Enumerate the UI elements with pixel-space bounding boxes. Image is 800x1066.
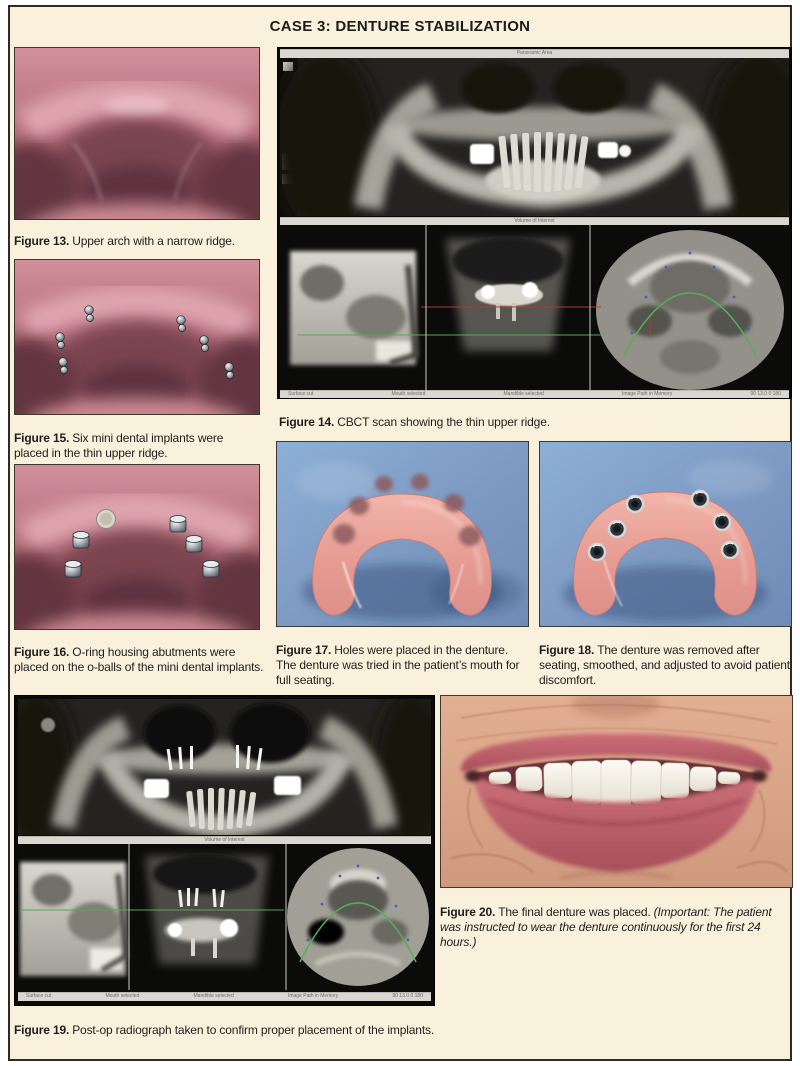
postop-panoramic-illustration	[18, 699, 431, 835]
figure-16-label: Figure 16.	[14, 645, 70, 659]
figure-18-label: Figure 18.	[539, 643, 595, 657]
mini-implants-illustration	[14, 259, 260, 415]
cbct-voi-bar: Volume of Interest	[280, 217, 789, 226]
postop-views-illustration	[18, 844, 431, 990]
figure-16-text: O-ring housing abutments were placed on the o-balls of the mini dental implants.	[14, 645, 264, 674]
figure-19-text: Post-op radiograph taken to confirm proper placement of the implants.	[72, 1023, 435, 1037]
figure-19-caption	[14, 1023, 438, 1038]
figure-20-photo	[440, 695, 793, 888]
page-title: CASE 3: DENTURE STABILIZATION	[269, 18, 531, 35]
figure-13-caption	[14, 234, 260, 249]
figure-17-label: Figure 17.	[276, 643, 332, 657]
figure-14-text: CBCT scan showing the thin upper ridge.	[337, 415, 550, 429]
status-label-3: Mandible selected	[503, 391, 544, 397]
figure-19-cbct-panel	[14, 695, 435, 1006]
upper-arch-illustration	[14, 47, 260, 220]
figure-15-label: Figure 15.	[14, 431, 70, 445]
denture-with-housings-illustration	[539, 441, 792, 627]
status-label-1: Surface cut	[26, 993, 52, 999]
figure-14-cbct-panel	[277, 47, 792, 399]
figure-15-text: Six mini dental implants were placed in the thin upper ridge.	[14, 431, 224, 460]
oring-abutments-illustration	[14, 464, 260, 630]
figure-15-photo	[14, 259, 260, 415]
status-label-4: Image Path in Memory	[621, 391, 673, 397]
status-label-3: Mandible selected	[193, 993, 234, 999]
figure-17-caption	[276, 643, 528, 688]
final-smile-illustration	[440, 695, 793, 888]
figure-20-label: Figure 20.	[440, 905, 496, 919]
status-label-2: Mouth selected	[391, 391, 426, 397]
cbct-status-bar	[280, 390, 789, 398]
status-label-2: Mouth selected	[105, 993, 140, 999]
figure-16-photo	[14, 464, 260, 630]
figure-13-photo	[14, 47, 260, 220]
status-label-1: Surface cut	[288, 391, 314, 397]
figure-19-label: Figure 19.	[14, 1023, 70, 1037]
denture-with-holes-illustration	[276, 441, 529, 627]
figure-16-caption	[14, 645, 266, 675]
postop-status-bar	[18, 992, 431, 1001]
cbct-views-illustration	[280, 225, 789, 390]
figure-17-photo	[276, 441, 529, 627]
figure-20-caption	[440, 905, 790, 950]
figure-14-caption	[279, 415, 784, 430]
cbct-panoramic-bar: Panoramic Area	[280, 49, 789, 59]
figure-17-text: Holes were placed in the denture. The denture was tried in the patient’s mouth for full seating.	[276, 643, 520, 687]
postop-voi-bar: Volume of Interest	[18, 836, 431, 845]
figure-18-photo	[539, 441, 792, 627]
figure-18-text: The denture was removed after seating, smoothed, and adjusted to avoid patient discomfort.	[539, 643, 790, 687]
figure-20-note: (Important: The patient was instructed to wear the denture continuously for the first 24 hours.)	[440, 905, 772, 949]
figure-13-text: Upper arch with a narrow ridge.	[72, 234, 235, 248]
status-values: 90 13.0 0 180	[392, 993, 423, 999]
figure-14-label: Figure 14.	[279, 415, 335, 429]
figure-13-label: Figure 13.	[14, 234, 70, 248]
figure-20-text: The final denture was placed.	[498, 905, 651, 919]
figure-15-caption	[14, 431, 260, 461]
status-values: 90 13.0 0 180	[750, 391, 781, 397]
panoramic-xray-illustration	[280, 58, 789, 216]
status-label-4: Image Path in Memory	[287, 993, 339, 999]
figure-18-caption	[539, 643, 793, 688]
